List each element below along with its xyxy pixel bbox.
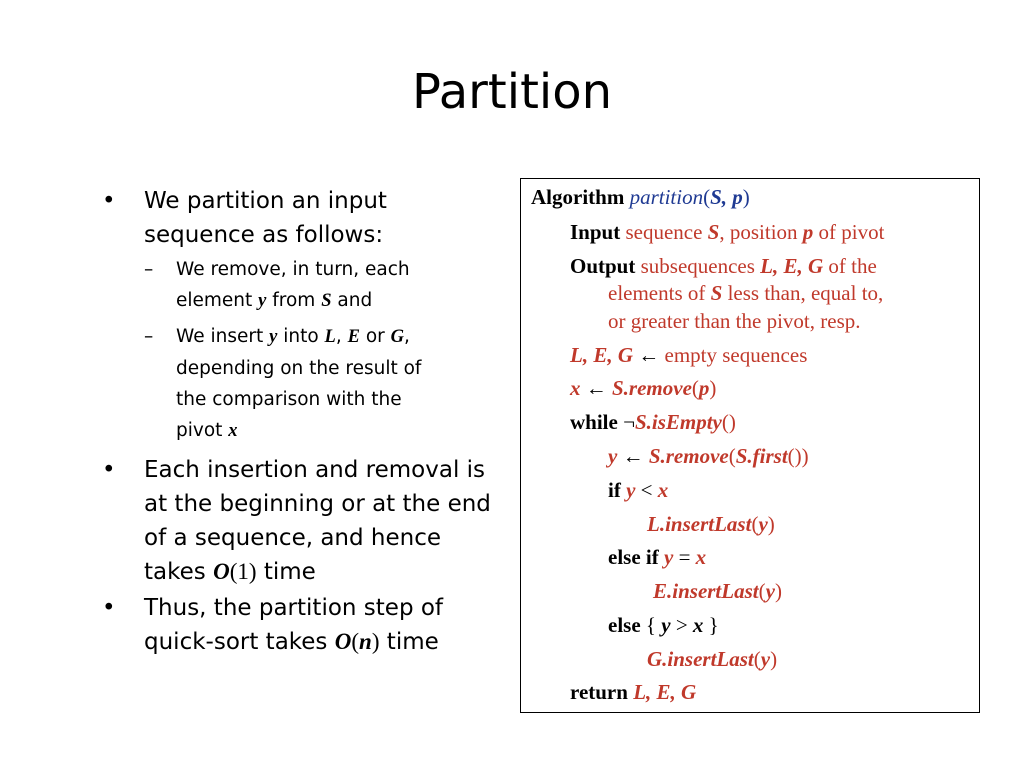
bullet-line: Each insertion and removal is bbox=[144, 457, 486, 483]
text: , position bbox=[719, 220, 803, 244]
var: S bbox=[707, 220, 720, 244]
var-G: G bbox=[390, 327, 405, 347]
keyword: while bbox=[570, 410, 618, 434]
paren: ( bbox=[728, 444, 736, 468]
not-symbol: ¬ bbox=[623, 410, 635, 434]
text: quick-sort takes bbox=[144, 629, 335, 655]
text: empty sequences bbox=[659, 343, 808, 367]
keyword: return bbox=[570, 680, 628, 704]
paren: ( bbox=[703, 185, 711, 209]
sub-bullet-list bbox=[100, 254, 500, 447]
bullet-line: Thus, the partition step of bbox=[144, 595, 444, 621]
paren: ( bbox=[691, 376, 699, 400]
operator: < bbox=[635, 478, 658, 502]
call: S.remove bbox=[648, 444, 729, 468]
text: of the bbox=[823, 254, 877, 278]
call: L.insertLast bbox=[647, 512, 752, 536]
sub-bullet-line: the comparison with the bbox=[176, 389, 402, 410]
var: y bbox=[758, 512, 768, 536]
sub-bullet-line bbox=[176, 285, 500, 317]
keyword: Input bbox=[570, 220, 621, 244]
algo-params: S, p bbox=[710, 185, 743, 209]
var: x bbox=[692, 613, 704, 637]
sub-bullet-item bbox=[144, 321, 500, 447]
call: S.remove bbox=[612, 376, 692, 400]
algo-input bbox=[570, 218, 884, 246]
bullet-list bbox=[100, 184, 500, 661]
var-y: y bbox=[269, 327, 278, 347]
text: element bbox=[176, 290, 259, 311]
paren: ) bbox=[371, 629, 380, 654]
text: time bbox=[256, 559, 316, 585]
var: L, E, G bbox=[760, 254, 824, 278]
var: y bbox=[765, 579, 775, 603]
bullet-line: at the beginning or at the end bbox=[144, 491, 491, 517]
var: S bbox=[710, 281, 723, 305]
bullet-line: sequence as follows: bbox=[144, 222, 384, 248]
algo-line bbox=[570, 408, 736, 436]
paren: ( bbox=[758, 579, 766, 603]
var: p bbox=[802, 220, 814, 244]
call: G.insertLast bbox=[647, 647, 754, 671]
paren: ()) bbox=[787, 444, 809, 468]
text: of pivot bbox=[813, 220, 885, 244]
algo-line bbox=[647, 510, 775, 538]
sub-bullet-item bbox=[144, 254, 500, 317]
text: into bbox=[277, 326, 325, 347]
sub-bullet-line: We remove, in turn, each bbox=[176, 259, 410, 280]
text: or bbox=[359, 326, 391, 347]
var: L, E, G bbox=[633, 680, 697, 704]
keyword: Algorithm bbox=[531, 185, 625, 209]
text: elements of bbox=[608, 281, 711, 305]
var-E: E bbox=[347, 327, 360, 347]
paren: ) bbox=[709, 376, 717, 400]
paren: ) bbox=[742, 185, 750, 209]
bullet-marker: • bbox=[102, 188, 116, 214]
text: time bbox=[379, 629, 439, 655]
big-o: O bbox=[334, 629, 352, 654]
big-o-arg: (1) bbox=[229, 559, 257, 584]
var: y bbox=[608, 444, 618, 468]
text: and bbox=[331, 290, 373, 311]
text: We insert bbox=[176, 326, 270, 347]
algo-line bbox=[608, 543, 706, 571]
algo-line bbox=[653, 577, 782, 605]
bullet-line: We partition an input bbox=[144, 188, 387, 214]
algo-line bbox=[570, 678, 696, 706]
paren: ) bbox=[767, 512, 775, 536]
var-y: y bbox=[258, 291, 267, 311]
bullet-line bbox=[144, 555, 500, 589]
keyword: else bbox=[608, 613, 641, 637]
brace: } bbox=[703, 613, 719, 637]
operator: = bbox=[673, 545, 696, 569]
algo-line bbox=[570, 374, 716, 402]
bullet-line: of a sequence, and hence bbox=[144, 525, 442, 551]
algorithm-box bbox=[520, 178, 980, 713]
text: pivot bbox=[176, 420, 229, 441]
algo-output-cont bbox=[608, 279, 883, 307]
brace: { bbox=[640, 613, 662, 637]
bullet-marker: • bbox=[102, 595, 116, 621]
slide-title: Partition bbox=[411, 64, 613, 120]
text: from bbox=[266, 290, 322, 311]
algo-line bbox=[608, 476, 668, 504]
var: y bbox=[661, 613, 671, 637]
bullet-item bbox=[100, 591, 500, 659]
var-n: n bbox=[359, 629, 372, 654]
text: , bbox=[335, 326, 348, 347]
bullet-item bbox=[100, 453, 500, 589]
algo-output bbox=[570, 252, 877, 280]
algo-line bbox=[570, 341, 807, 369]
arrow: ← bbox=[638, 343, 660, 367]
paren: ( bbox=[751, 512, 759, 536]
var-x: x bbox=[228, 421, 238, 441]
var: x bbox=[695, 545, 707, 569]
bullet-line bbox=[144, 625, 500, 659]
sub-bullet-line: depending on the result of bbox=[176, 358, 422, 379]
sub-bullet-line bbox=[176, 415, 500, 447]
var-S: S bbox=[321, 291, 332, 311]
operator: > bbox=[670, 613, 693, 637]
text: sequence bbox=[620, 220, 708, 244]
var-L: L bbox=[324, 327, 336, 347]
algo-output-cont: or greater than the pivot, resp. bbox=[608, 309, 861, 333]
text: , bbox=[404, 326, 410, 347]
bullet-item bbox=[100, 184, 500, 252]
text: less than, equal to, bbox=[722, 281, 884, 305]
bullet-marker: • bbox=[102, 457, 116, 483]
algo-name: partition bbox=[629, 185, 704, 209]
sub-bullet-line bbox=[176, 321, 500, 353]
var: y bbox=[626, 478, 636, 502]
var: y bbox=[760, 647, 771, 671]
paren: ) bbox=[774, 579, 782, 603]
big-o: O bbox=[213, 559, 230, 584]
keyword: if bbox=[608, 478, 621, 502]
arrow: ← bbox=[585, 376, 607, 400]
var: x bbox=[657, 478, 669, 502]
algo-line bbox=[647, 645, 777, 673]
arrow: ← bbox=[622, 444, 644, 468]
paren: ) bbox=[770, 647, 778, 671]
call: S.first bbox=[735, 444, 788, 468]
call: E.insertLast bbox=[653, 579, 759, 603]
var: y bbox=[663, 545, 674, 569]
var: p bbox=[698, 376, 710, 400]
dash-marker: – bbox=[144, 326, 154, 347]
paren: ( bbox=[351, 629, 360, 654]
text: subsequences bbox=[635, 254, 761, 278]
dash-marker: – bbox=[144, 259, 154, 280]
keyword: Output bbox=[570, 254, 636, 278]
paren: () bbox=[721, 410, 736, 434]
text: takes bbox=[144, 559, 214, 585]
call: S.isEmpty bbox=[634, 410, 722, 434]
var: L, E, G bbox=[570, 343, 633, 367]
paren: ( bbox=[753, 647, 761, 671]
algo-line bbox=[608, 611, 719, 639]
var: x bbox=[570, 376, 581, 400]
keyword: else if bbox=[608, 545, 659, 569]
algo-header bbox=[531, 183, 750, 211]
algo-line bbox=[608, 442, 809, 470]
